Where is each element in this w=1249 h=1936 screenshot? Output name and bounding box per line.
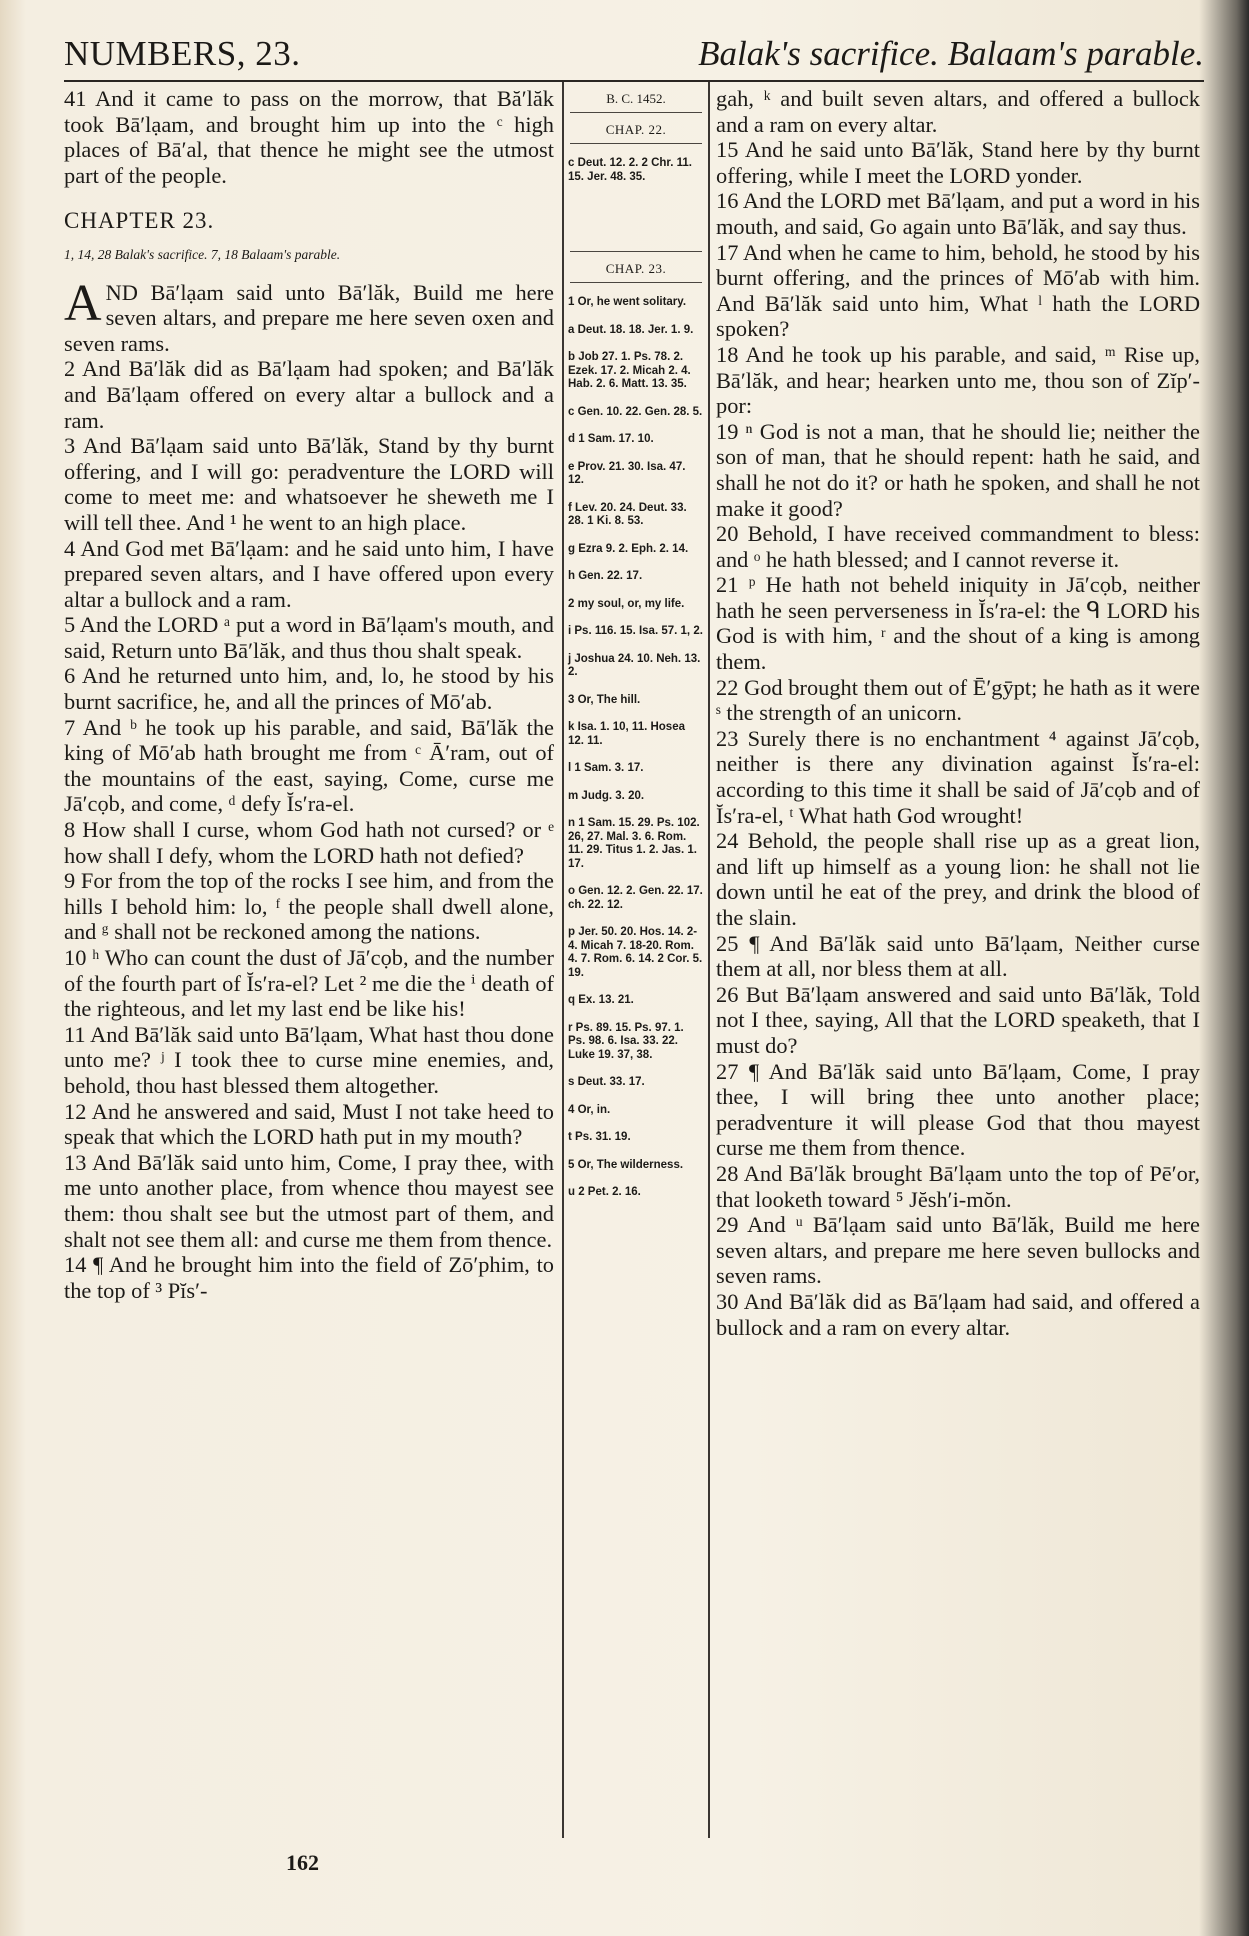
cross-reference: c Deut. 12. 2. 2 Chr. 11. 15. Jer. 48. 35. bbox=[568, 157, 693, 183]
cross-reference: s Deut. 33. 17. bbox=[568, 1076, 645, 1088]
verse-17: 17 And when he came to him, behold, he stood by his burnt offering, and the princes of Mō′ab with him. And Bā′lăk said unto him, What ˡ hath the LORD spoken? bbox=[716, 239, 1200, 342]
cross-reference: 4 Or, in. bbox=[568, 1103, 611, 1116]
bc-date: B. C. 1452. bbox=[606, 91, 666, 106]
ref-rule bbox=[570, 251, 702, 252]
verse-22: 22 God brought them out of Ē′gȳpt; he hath as it were ˢ the strength of an unicorn. bbox=[716, 674, 1200, 726]
cross-reference: a Deut. 18. 18. Jer. 1. 9. bbox=[568, 323, 694, 336]
verse-12: 12 And he answered and said, Must I not take heed to speak that which the LORD hath put in my mouth? bbox=[64, 1098, 554, 1150]
verse-24: 24 Behold, the people shall rise up as a great lion, and lift up himself as a young lion: he shall not lie down until he eat of the prey, and drink the blood of the slain. bbox=[716, 828, 1200, 930]
cross-reference: l 1 Sam. 3. 17. bbox=[568, 762, 644, 774]
verse-21: 21 ᵖ He hath not beheld iniquity in Jā′cọb, neither hath he seen perverseness in Ĭs′ra-el: the ᑫ LORD his God is with him, ʳ and the shout of a king is among them. bbox=[716, 572, 1200, 675]
column-divider-right bbox=[708, 82, 710, 1838]
verse-11: 11 And Bā′lăk said unto Bā′lạam, What hast thou done unto me? ʲ I took thee to curse mine enemies, and, behold, thou hast blessed them altogether. bbox=[64, 1021, 554, 1098]
verse-10: 10 ʰ Who can count the dust of Jā′cọb, and the number of the fourth part of Ĭs′ra-el? Let ² me die the ⁱ death of the righteous, and let my last end be like his! bbox=[64, 945, 554, 1022]
verse-13: 13 And Bā′lăk said unto him, Come, I pray thee, with me unto another place, from whence thou mayest see them: thou shalt see but the utmost part of them, and shalt not see them all: and curse me them from thence. bbox=[64, 1149, 554, 1252]
cross-reference: 2 my soul, or, my life. bbox=[568, 597, 685, 610]
cross-reference: g Ezra 9. 2. Eph. 2. 14. bbox=[568, 542, 689, 555]
header-topics: Balak's sacrifice. Balaam's parable. bbox=[698, 34, 1204, 73]
verse-20: 20 Behold, I have received commandment to bless: and ᵒ he hath blessed; and I cannot reverse it. bbox=[716, 521, 1200, 572]
cross-reference: t Ps. 31. 19. bbox=[568, 1131, 631, 1143]
cross-reference: r Ps. 89. 15. Ps. 97. 1. Ps. 98. 6. Isa. 33. 22. Luke 19. 37, 38. bbox=[568, 1021, 684, 1061]
verse-15: 15 And he said unto Bā′lăk, Stand here by thy burnt offering, while I meet the LORD yonder. bbox=[716, 137, 1200, 188]
header-book-chapter: NUMBERS, 23. bbox=[64, 34, 301, 73]
chap-22-label: CHAP. 22. bbox=[605, 122, 667, 137]
verse-23: 23 Surely there is no enchantment ⁴ against Jā′cọb, neither is there any divination against Ĭs′ra-el: according to this time it shall be said of Jā′cọb and of Ĭs′ra-el, ᵗ What hath God wrought! bbox=[716, 725, 1200, 828]
cross-reference: m Judg. 3. 20. bbox=[568, 789, 645, 802]
cross-reference: h Gen. 22. 17. bbox=[568, 570, 643, 582]
cross-reference: f Lev. 20. 24. Deut. 33. 28. 1 Ki. 8. 53. bbox=[568, 501, 687, 527]
ref-rule bbox=[570, 112, 702, 113]
left-text-column bbox=[64, 82, 554, 1303]
verse-16: 16 And the LORD met Bā′lạam, and put a word in his mouth, and said, Go again unto Bā′lăk, and say thus. bbox=[716, 188, 1200, 239]
cross-reference: k Isa. 1. 10, 11. Hosea 12. 11. bbox=[568, 721, 685, 747]
verse-29: 29 And ᵘ Bā′lạam said unto Bā′lăk, Build me here seven altars, and prepare me here seven bullocks and seven rams. bbox=[716, 1212, 1200, 1289]
drop-cap: A bbox=[64, 274, 102, 332]
cross-reference: j Joshua 24. 10. Neh. 13. 2. bbox=[568, 652, 701, 678]
verse-2: 2 And Bā′lăk did as Bā′lạam had spoken; and Bā′lăk and Bā′lạam offered on every altar a bullock and a ram. bbox=[64, 356, 554, 433]
verse-1 bbox=[64, 274, 554, 357]
chapter-summary: 1, 14, 28 Balak's sacrifice. 7, 18 Balaam's parable. bbox=[64, 246, 341, 262]
verse-5: 5 And the LORD ᵃ put a word in Bā′lạam's mouth, and said, Return unto Bā′lăk, and thus thou shalt speak. bbox=[64, 612, 554, 663]
verse-7: 7 And ᵇ he took up his parable, and said, Bā′lăk the king of Mō′ab hath brought me from ᶜ Ā′ram, out of the mountains of the east, saying, Come, curse me Jā′cọb, and come, ᵈ defy Ĭs′ra-el. bbox=[64, 714, 554, 817]
cross-reference: u 2 Pet. 2. 16. bbox=[568, 1186, 641, 1198]
cross-reference: 3 Or, The hill. bbox=[568, 693, 641, 706]
verse-4: 4 And God met Bā′lạam: and he said unto him, I have prepared seven altars, and I have offered upon every altar a bullock and a ram. bbox=[64, 535, 554, 612]
ref-rule bbox=[570, 282, 702, 283]
chapter-heading: CHAPTER 23. bbox=[64, 208, 215, 234]
cross-reference: 5 Or, The wilderness. bbox=[568, 1158, 684, 1171]
cross-reference-column bbox=[566, 82, 706, 1207]
running-header bbox=[64, 34, 1204, 80]
cross-reference: d 1 Sam. 17. 10. bbox=[568, 433, 654, 445]
verse-19: 19 ⁿ God is not a man, that he should lie; neither the son of man, that he should repent: hath he said, and shall he not do it? or hath he spoken, and shall he not make it good? bbox=[716, 418, 1200, 521]
ref-rule bbox=[570, 143, 702, 144]
cross-reference: i Ps. 116. 15. Isa. 57. 1, 2. bbox=[568, 625, 703, 637]
verse-3: 3 And Bā′lạam said unto Bā′lăk, Stand by thy burnt offering, and I will go: peradventure the LORD will come to meet me: and whatsoever he sheweth me I will tell thee. And ¹ he went to an high place. bbox=[64, 433, 554, 535]
verse-25: 25 ¶ And Bā′lăk said unto Bā′lạam, Neither curse them at all, nor bless them at all. bbox=[716, 930, 1200, 982]
verse-9: 9 For from the top of the rocks I see him, and from the hills I behold him: lo, ᶠ the people shall dwell alone, and ᵍ shall not be reckoned among the nations. bbox=[64, 868, 554, 945]
right-text-column bbox=[716, 82, 1200, 1340]
cross-reference: c Gen. 10. 22. Gen. 28. 5. bbox=[568, 405, 703, 418]
verse-26: 26 But Bā′lạam answered and said unto Bā′lăk, Told not I thee, saying, All that the LORD speaketh, that I must do? bbox=[716, 981, 1200, 1058]
verse-6: 6 And he returned unto him, and, lo, he stood by his burnt sacrifice, he, and all the princes of Mō′ab. bbox=[64, 663, 554, 715]
verse-28: 28 And Bā′lăk brought Bā′lạam unto the top of Pē′or, that looketh toward ⁵ Jĕsh′i-mŏn. bbox=[716, 1160, 1200, 1212]
page-number: 162 bbox=[286, 1850, 319, 1875]
cross-reference: n 1 Sam. 15. 29. Ps. 102. 26, 27. Mal. 3. 6. Rom. 11. 29. Titus 1. 2. Jas. 1. 17. bbox=[568, 817, 700, 870]
cross-reference: 1 Or, he went solitary. bbox=[568, 296, 687, 308]
column-divider-left bbox=[562, 82, 564, 1838]
verse-14-continued: gah, ᵏ and built seven altars, and offered a bullock and a ram on every altar. bbox=[716, 86, 1200, 137]
verse-14: 14 ¶ And he brought him into the field of Zō′phim, to the top of ³ Pĭs′- bbox=[64, 1252, 554, 1303]
verse-27: 27 ¶ And Bā′lăk said unto Bā′lạam, Come, I pray thee, I will bring thee unto another place; peradventure it will please God that thou mayest curse me them from thence. bbox=[716, 1058, 1200, 1161]
cross-reference: o Gen. 12. 2. Gen. 22. 17. ch. 22. 12. bbox=[568, 885, 703, 911]
verse-18: 18 And he took up his parable, and said, ᵐ Rise up, Bā′lăk, and hear; hearken unto me, thou son of Zĭp′-por: bbox=[716, 341, 1200, 419]
verse-1-text: ND Bā′lạam said unto Bā′lăk, Build me here seven altars, and prepare me here seven oxen and seven rams. bbox=[64, 279, 554, 356]
verse-8: 8 How shall I curse, whom God hath not cursed? or ᵉ how shall I defy, whom the LORD hath not defied? bbox=[64, 817, 554, 868]
cross-reference-list bbox=[566, 289, 706, 1207]
cross-reference: b Job 27. 1. Ps. 78. 2. Ezek. 17. 2. Micah 2. 4. Hab. 2. 6. Matt. 13. 35. bbox=[568, 351, 691, 390]
chap-23-label: CHAP. 23. bbox=[605, 261, 667, 276]
cross-reference: p Jer. 50. 20. Hos. 14. 2-4. Micah 7. 18-20. Rom. 4. 7. Rom. 6. 14. 2 Cor. 5. 19. bbox=[568, 926, 703, 979]
verse-30: 30 And Bā′lăk did as Bā′lạam had said, and offered a bullock and a ram on every altar. bbox=[716, 1288, 1200, 1340]
cross-reference: e Prov. 21. 30. Isa. 47. 12. bbox=[568, 460, 686, 486]
verse-41-prev-chapter: 41 And it came to pass on the morrow, that Bă′lăk took Bā′lạam, and brought him up into the ᶜ high places of Bā′al, that thence he might see the utmost part of the people. bbox=[64, 86, 554, 188]
cross-reference: q Ex. 13. 21. bbox=[568, 994, 634, 1006]
